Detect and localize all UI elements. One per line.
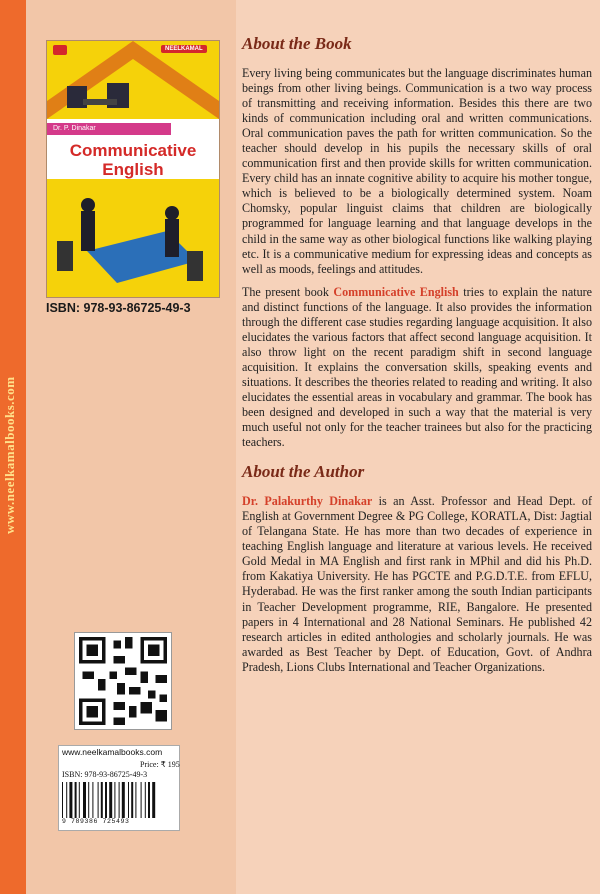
book-title-highlight: Communicative English <box>333 284 459 299</box>
barcode-digits: 9 789386 725493 <box>62 818 130 825</box>
cover-illustration-bottom <box>47 181 219 297</box>
about-book-heading: About the Book <box>242 34 352 53</box>
author-name: Dr. Palakurthy Dinakar <box>242 494 373 509</box>
publisher-badge: NEELKAMAL <box>161 45 207 53</box>
about-author-paragraph: Dr. Palakurthy Dinakar is an Asst. Professor and Head Dept. of English at Government Degree & PG College, KORATLA, Dist: Jagtial of Telangana State. He has more than two decades of experience in teaching English language and literature at various levels. He received Gold Medal in MA English and first rank in MPhil and did his Ph.D. from Kakatiya University. He has PGCTE and P.G.D.T.E. from EFLU, Hyderabad. He was the first ranker among the south Indian participants in Teacher Development programme, RIE, Bangalore. He presented papers in 4 International and 28 National Seminars. He published 42 research articles in edited anthologies and scholarly journals. He was awarded as Best Teacher by Dept. of Education, Govt. of Andhra Pradesh, Lions Clubs International and Teacher Organizations. <box>242 494 592 674</box>
isbn-label: ISBN: 978-93-86725-49-3 <box>46 301 191 315</box>
barcode-icon <box>62 782 174 818</box>
cover-author: Dr. P. Dinakar <box>47 123 171 135</box>
barcode-website: www.neelkamalbooks.com <box>62 747 163 757</box>
cover-illustration-top <box>47 41 219 136</box>
cover-title: Communicative English <box>69 141 197 179</box>
book-cover-thumbnail <box>46 40 220 298</box>
price-label: Price: ₹ 195 <box>140 760 180 769</box>
qr-code-icon <box>74 632 172 730</box>
about-book-paragraph-2: The present book Communicative English tries to explain the nature and distinct functions of the language. It also provides the information through the different case studies regarding language acquisition. It also elucidates the various factors that affect second language acquisition. It also throw light on the recent paradigm shift in second language acquisition. It explains the conversation skills, speaking events and situations. It describes the theories related to reading and writing. It also elucidates the essential areas in vocabulary and grammar. The book has been designed and developed in such a way that the material is very much useful not only for the teacher trainees but also for the practicing teachers. <box>242 284 593 450</box>
about-book-paragraph-1: Every living being communicates but the language discriminates human beings from other living beings. Communication is a two way process of transmitting and receiving information. Besides this there are two kinds of communication including oral and written communications. Oral communication paves the path for written communication. So the teacher should develop in his pupils the necessary skills of oral communication first and then provide skills for written communication. Every child has an innate cognitive ability to acquire his mother tongue, which is believed to be a biologically determined system. Noam Chomsky, popular linguist claims that children are biologically programmed for language learning and that language develops in the child in the same way as other biological functions like walking playing etc. It is a communicative medium for expressing ideas and concepts as well as moods, feelings and attitudes. <box>242 66 592 276</box>
about-author-heading: About the Author <box>242 462 365 482</box>
side-website-url: www.neelkamalbooks.com <box>2 376 17 534</box>
back-cover-text <box>242 34 592 683</box>
publisher-logo-icon <box>53 45 67 55</box>
barcode-isbn: ISBN: 978-93-86725-49-3 <box>62 770 148 779</box>
